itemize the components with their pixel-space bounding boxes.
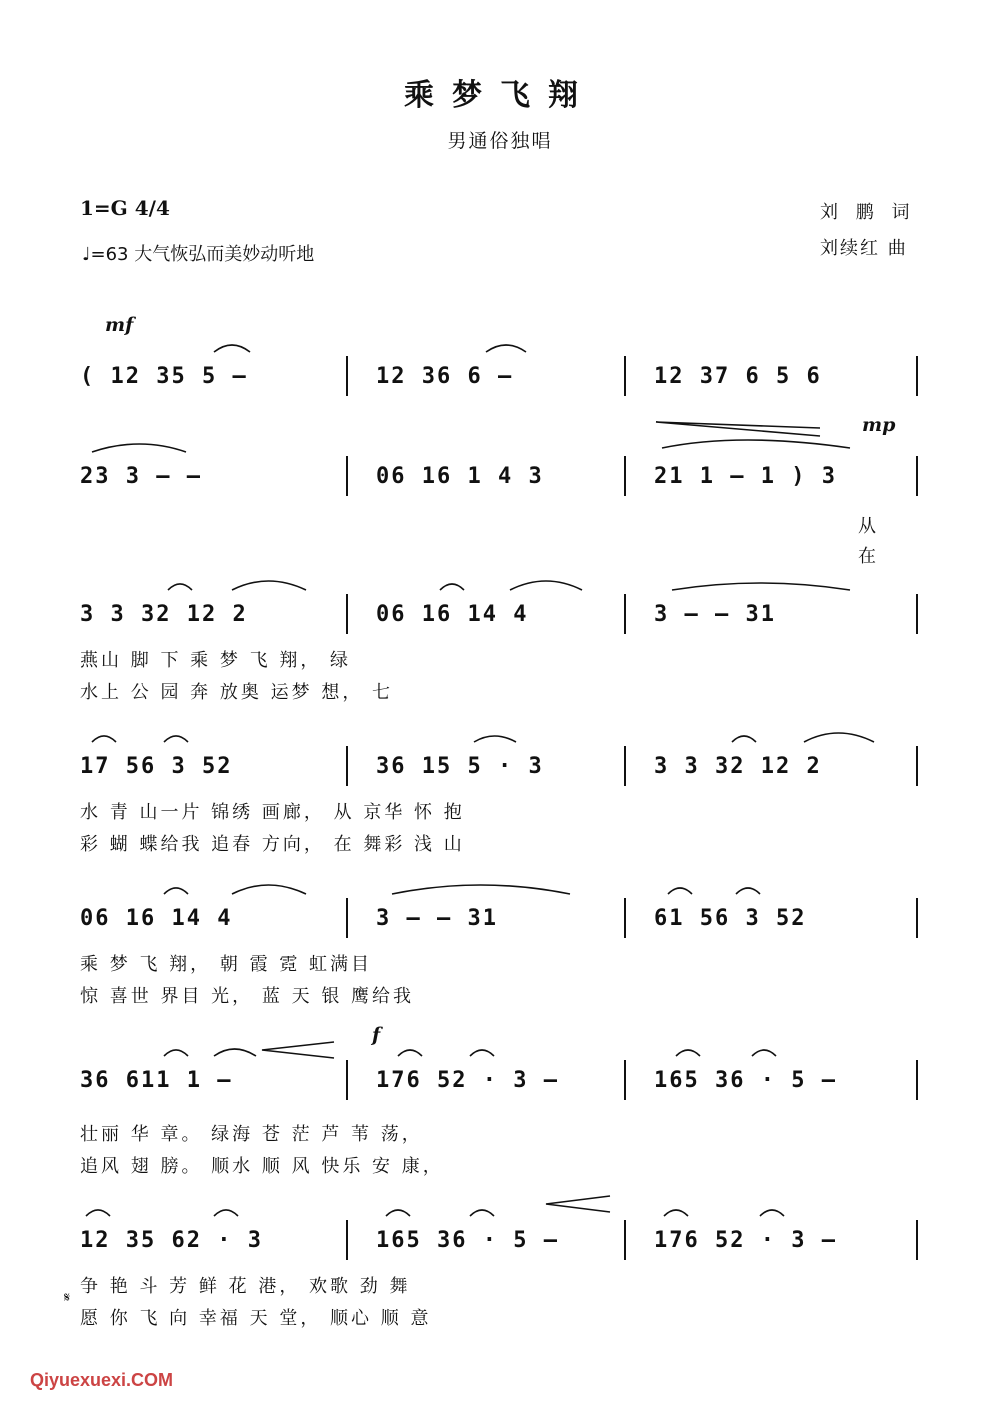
dynamic-mf: mf <box>105 314 134 336</box>
key-signature: 1=G 4/4 <box>80 196 170 220</box>
measure: 36 611 1 – <box>80 1068 233 1093</box>
slur <box>214 345 250 352</box>
slur <box>232 581 306 590</box>
slur <box>232 885 306 894</box>
measure: 165 36 · 5 – <box>654 1068 837 1093</box>
measure: 3 3 32 12 2 <box>80 602 248 627</box>
slur <box>510 581 582 590</box>
lyric-verse-1: 燕山 脚 下 乘 梦 飞 翔， 绿 <box>80 650 352 671</box>
lyric-verse-1: 争 艳 斗 芳 鲜 花 港， 欢歌 劲 舞 <box>80 1276 411 1297</box>
tie <box>392 885 570 894</box>
song-title: 乘梦飞翔 <box>404 78 596 113</box>
slur <box>164 736 188 742</box>
lyric-verse-2: 水上 公 园 奔 放奥 运梦 想， 七 <box>80 682 394 703</box>
measure: ( 12 35 5 – <box>80 364 248 389</box>
slur <box>760 1210 784 1216</box>
site-watermark: Qiyuexuexi.COM <box>30 1370 174 1390</box>
slur <box>664 1210 688 1216</box>
measure: 21 1 – 1 ) 3 <box>654 464 837 489</box>
slur <box>440 584 464 590</box>
slur <box>92 736 116 742</box>
lyric-verse-2: 在 <box>858 546 879 567</box>
crescendo-hairpin <box>546 1196 610 1212</box>
measure: 3 3 32 12 2 <box>654 754 822 779</box>
crescendo-hairpin <box>262 1042 334 1058</box>
lyric-verse-2: 愿 你 飞 向 幸福 天 堂， 顺心 顺 意 <box>80 1308 432 1329</box>
dynamic-mp: mp <box>862 414 896 436</box>
slur <box>164 888 188 894</box>
tempo-marking: ♩=63 大气恢弘而美妙动听地 <box>82 244 315 265</box>
slur <box>92 444 186 452</box>
measure: 06 16 14 4 <box>376 602 529 627</box>
song-subtitle: 男通俗独唱 <box>447 130 553 152</box>
slur <box>386 1210 410 1216</box>
slur <box>736 888 760 894</box>
measure: 3 – – 31 <box>376 906 498 931</box>
lyric-verse-1: 从 <box>858 516 879 537</box>
measure: 12 36 6 – <box>376 364 514 389</box>
slur <box>676 1050 700 1056</box>
tie <box>662 440 850 448</box>
slur <box>486 345 526 352</box>
measure: 176 52 · 3 – <box>376 1068 559 1093</box>
slur <box>470 1050 494 1056</box>
lyric-verse-1: 乘 梦 飞 翔， 朝 霞 霓 虹满目 <box>80 954 373 975</box>
slur <box>214 1210 238 1216</box>
measure: 06 16 1 4 3 <box>376 464 544 489</box>
measure: 165 36 · 5 – <box>376 1228 559 1253</box>
measure: 36 15 5 · 3 <box>376 754 544 779</box>
slur <box>398 1050 422 1056</box>
slur <box>470 1210 494 1216</box>
tie <box>672 583 850 590</box>
lyric-verse-2: 彩 蝴 蝶给我 追春 方向， 在 舞彩 浅 山 <box>80 834 465 855</box>
slur <box>168 584 192 590</box>
composer-credit: 刘续红 曲 <box>820 238 908 259</box>
measure: 06 16 14 4 <box>80 906 233 931</box>
measure: 176 52 · 3 – <box>654 1228 837 1253</box>
measure: 23 3 – – <box>80 464 202 489</box>
slur <box>86 1210 110 1216</box>
lyric-verse-1: 水 青 山一片 锦绣 画廊， 从 京华 怀 抱 <box>80 802 465 823</box>
segno-sign: 𝄋 <box>64 1290 71 1306</box>
lyric-verse-2: 惊 喜世 界目 光， 蓝 天 银 鹰给我 <box>80 986 415 1007</box>
slur <box>752 1050 776 1056</box>
measure: 3 – – 31 <box>654 602 776 627</box>
measure: 61 56 3 52 <box>654 906 807 931</box>
slur <box>164 1050 188 1056</box>
slur <box>732 736 756 742</box>
lyric-verse-1: 壮丽 华 章。 绿海 苍 茫 芦 苇 荡， <box>80 1124 423 1145</box>
slur <box>214 1049 256 1056</box>
lyric-verse-2: 追风 翅 膀。 顺水 顺 风 快乐 安 康， <box>80 1156 444 1177</box>
slur <box>474 736 516 742</box>
lyricist-credit: 刘 鹏 词 <box>820 202 916 223</box>
measure: 12 35 62 · 3 <box>80 1228 263 1253</box>
decrescendo-hairpin <box>656 422 820 436</box>
dynamic-f: f <box>372 1024 381 1046</box>
slur <box>804 733 874 742</box>
measure: 17 56 3 52 <box>80 754 233 779</box>
measure: 12 37 6 5 6 <box>654 364 822 389</box>
slur <box>668 888 692 894</box>
